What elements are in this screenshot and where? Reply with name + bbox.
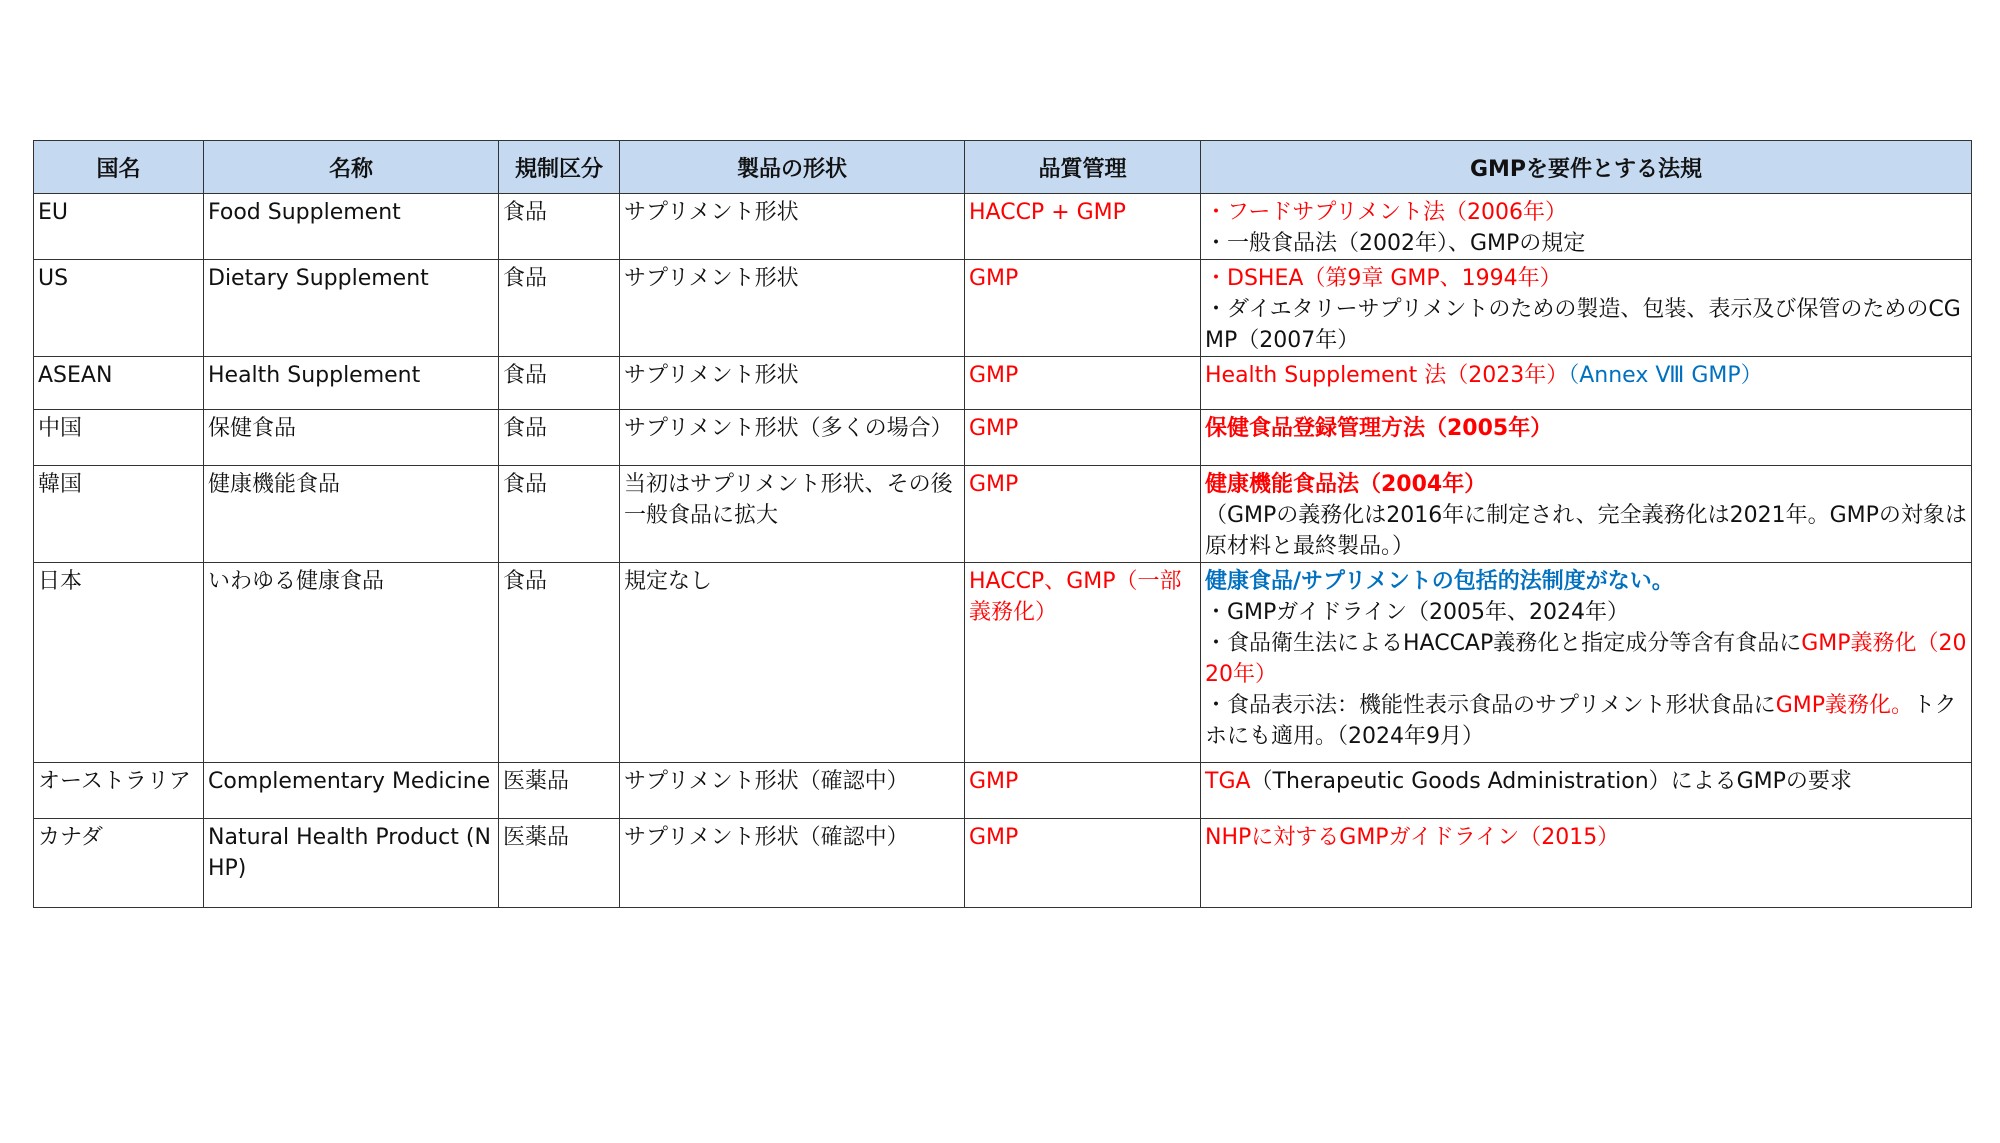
cell-law <box>1201 410 1972 466</box>
cell-name: Natural Health Product (NHP) <box>204 819 499 908</box>
law-text: （Therapeutic Goods Administration）によるGMPの要求 <box>1250 769 1852 794</box>
cell-category: 食品 <box>499 410 620 466</box>
cell-law <box>1201 563 1972 763</box>
table-row-korea <box>34 466 1972 563</box>
cell-category: 食品 <box>499 194 620 260</box>
cell-quality: GMP <box>965 260 1201 357</box>
cell-law <box>1201 260 1972 357</box>
law-highlight: GMP義務化。 <box>1775 693 1913 718</box>
law-line: 健康食品/サプリメントの包括的法制度がない。 <box>1205 569 1674 594</box>
header-form: 製品の形状 <box>620 141 965 194</box>
law-line: ・フードサプリメント法（2006年） <box>1205 200 1568 225</box>
law-line: ・一般食品法（2002年）、GMPの規定 <box>1205 231 1586 256</box>
table-row-us <box>34 260 1972 357</box>
cell-name: Dietary Supplement <box>204 260 499 357</box>
cell-category: 医薬品 <box>499 763 620 819</box>
regulation-table <box>33 140 1972 908</box>
header-law: GMPを要件とする法規 <box>1201 141 1972 194</box>
header-category: 規制区分 <box>499 141 620 194</box>
cell-quality: GMP <box>965 763 1201 819</box>
table-row-eu <box>34 194 1972 260</box>
cell-name: Complementary Medicine <box>204 763 499 819</box>
law-line <box>1205 628 1967 690</box>
law-text: ・食品衛生法によるHACCAP義務化と指定成分等含有食品に <box>1205 631 1802 656</box>
cell-quality: HACCP、GMP（一部義務化） <box>965 563 1201 763</box>
cell-law <box>1201 194 1972 260</box>
cell-quality: GMP <box>965 357 1201 410</box>
law-highlight: GMP義務化（2020年） <box>1205 631 1967 687</box>
cell-law <box>1201 819 1972 908</box>
cell-name: 保健食品 <box>204 410 499 466</box>
cell-country: US <box>34 260 204 357</box>
cell-category: 食品 <box>499 260 620 357</box>
law-line: （GMPの義務化は2016年に制定され、完全義務化は2021年。GMPの対象は原材料と最終製品。） <box>1205 503 1967 559</box>
law-line: 保健食品登録管理方法（2005年） <box>1205 416 1553 441</box>
cell-country: EU <box>34 194 204 260</box>
cell-quality: GMP <box>965 466 1201 563</box>
cell-category: 食品 <box>499 466 620 563</box>
cell-category: 食品 <box>499 357 620 410</box>
law-line: ・DSHEA（第9章 GMP、1994年） <box>1205 266 1562 291</box>
law-text: トクホにも適用。（2024年9月） <box>1205 693 1957 749</box>
table-row-asean <box>34 357 1972 410</box>
cell-country: 韓国 <box>34 466 204 563</box>
table-header-row <box>34 141 1972 194</box>
law-line <box>1205 690 1967 752</box>
law-annex: （Annex Ⅷ GMP） <box>1568 363 1763 388</box>
header-name: 名称 <box>204 141 499 194</box>
header-quality: 品質管理 <box>965 141 1201 194</box>
cell-law <box>1201 357 1972 410</box>
table-row-australia <box>34 763 1972 819</box>
cell-form: サプリメント形状（確認中） <box>620 819 965 908</box>
law-line: NHPに対するGMPガイドライン（2015） <box>1205 825 1620 850</box>
law-line: ・ダイエタリーサプリメントのための製造、包装、表示及び保管のためのCGMP（2007年） <box>1205 297 1961 353</box>
cell-name: Food Supplement <box>204 194 499 260</box>
cell-form: 当初はサプリメント形状、その後一般食品に拡大 <box>620 466 965 563</box>
cell-quality: GMP <box>965 410 1201 466</box>
cell-law <box>1201 466 1972 563</box>
cell-name: Health Supplement <box>204 357 499 410</box>
cell-country: 中国 <box>34 410 204 466</box>
cell-form: サプリメント形状（確認中） <box>620 763 965 819</box>
cell-form: 規定なし <box>620 563 965 763</box>
cell-name: いわゆる健康食品 <box>204 563 499 763</box>
header-country: 国名 <box>34 141 204 194</box>
law-text: ・食品表示法：機能性表示食品のサプリメント形状食品に <box>1205 693 1776 718</box>
table-row-china <box>34 410 1972 466</box>
cell-category: 食品 <box>499 563 620 763</box>
cell-form: サプリメント形状 <box>620 260 965 357</box>
cell-form: サプリメント形状 <box>620 357 965 410</box>
table-row-canada <box>34 819 1972 908</box>
cell-name: 健康機能食品 <box>204 466 499 563</box>
law-line: ・GMPガイドライン（2005年、2024年） <box>1205 600 1629 625</box>
law-line: TGA <box>1205 769 1251 794</box>
cell-country: ASEAN <box>34 357 204 410</box>
cell-law <box>1201 763 1972 819</box>
cell-form: サプリメント形状（多くの場合） <box>620 410 965 466</box>
cell-country: カナダ <box>34 819 204 908</box>
cell-country: オーストラリア <box>34 763 204 819</box>
cell-country: 日本 <box>34 563 204 763</box>
cell-quality: GMP <box>965 819 1201 908</box>
law-line: Health Supplement 法（2023年） <box>1205 363 1569 388</box>
cell-form: サプリメント形状 <box>620 194 965 260</box>
cell-quality: HACCP + GMP <box>965 194 1201 260</box>
law-line: 健康機能食品法（2004年） <box>1205 472 1487 497</box>
cell-category: 医薬品 <box>499 819 620 908</box>
table-row-japan <box>34 563 1972 763</box>
